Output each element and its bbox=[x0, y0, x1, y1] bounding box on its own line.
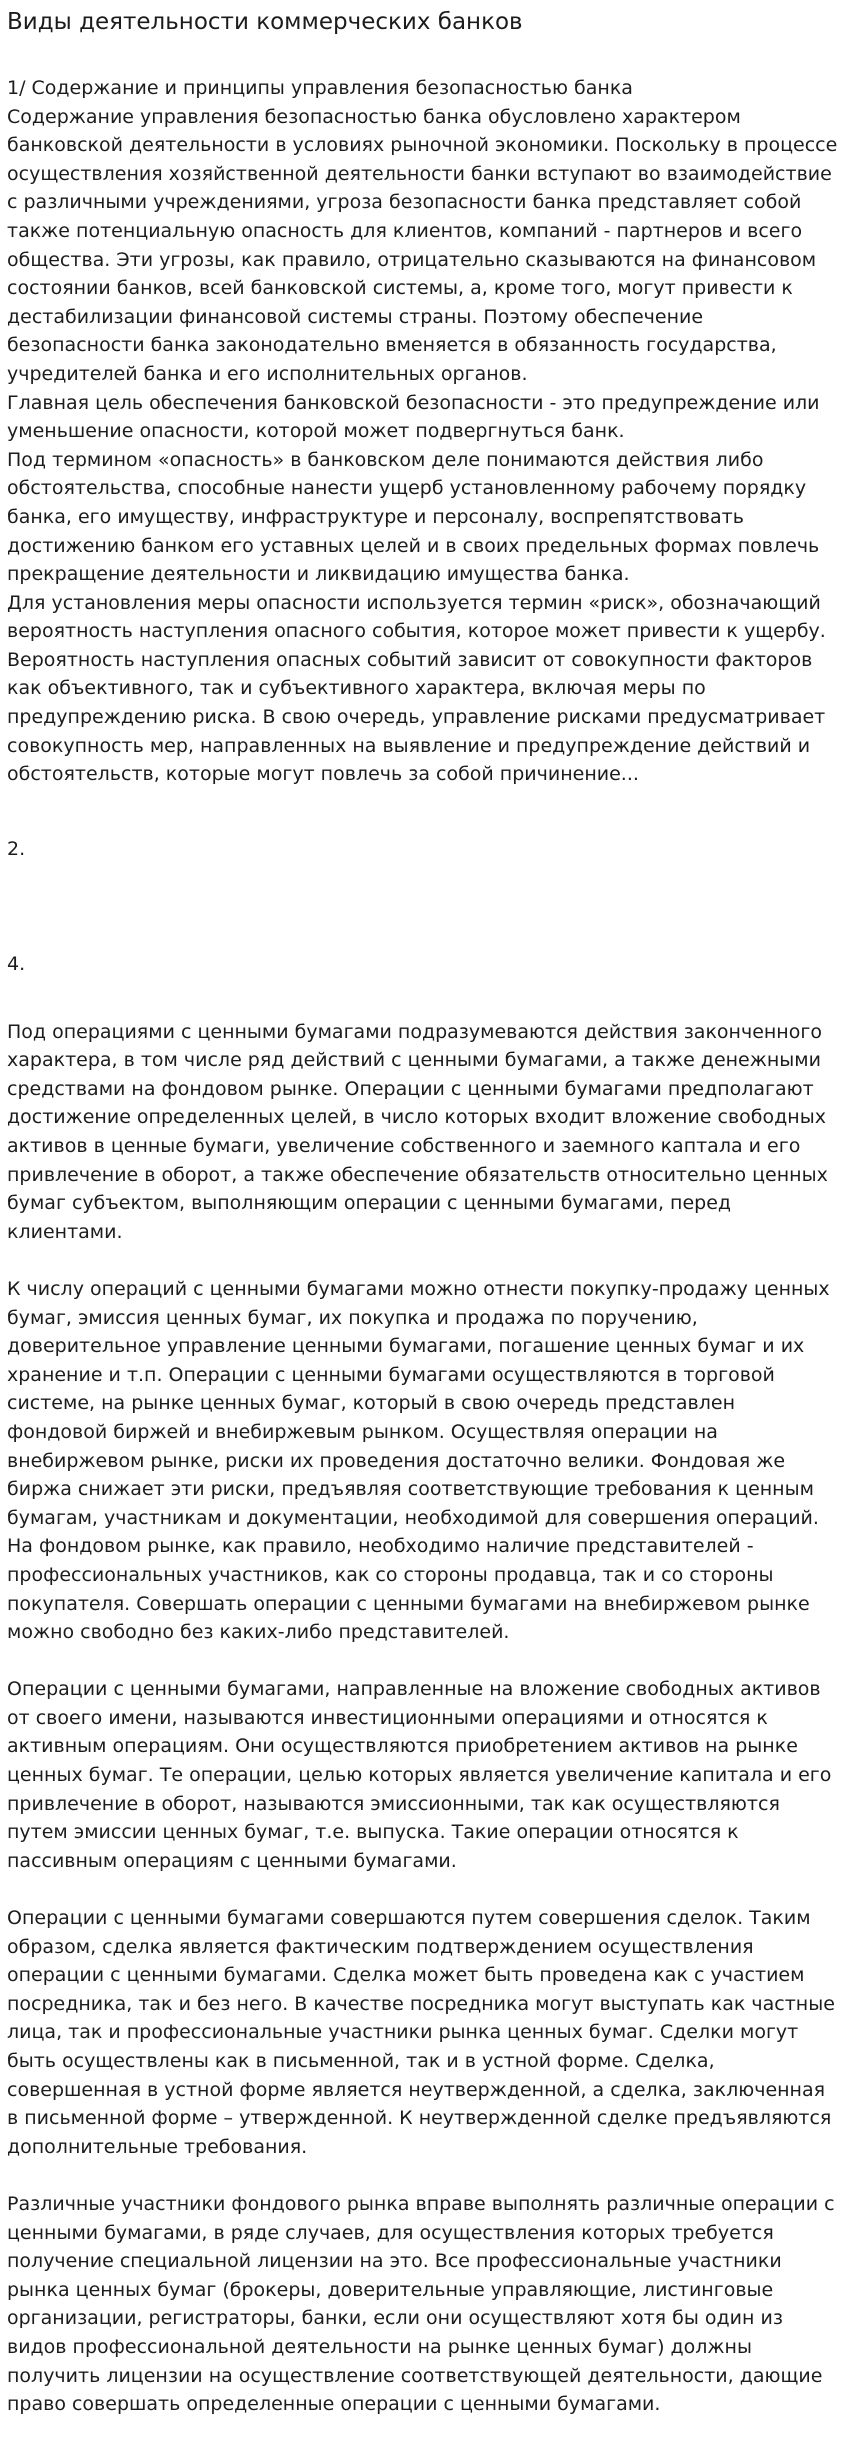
blank-line bbox=[7, 1246, 839, 1275]
section-4-paragraph: Операции с ценными бумагами, направленные на вложение свободных активов от своего имени, называются инвестиционными операциями и относятся к активным операциям. Они осуществляются приобретением активов на рынке ценных бумаг. Те операции, целью которых является увеличение капитала и его привлечение в оборот, называются эмиссионными, так как осуществляются путем эмиссии ценных бумаг, т.е. выпуска. Такие операции относятся к пассивным операциям с ценными бумагами. bbox=[7, 1678, 832, 1872]
page-title: Виды деятельности коммерческих банков bbox=[7, 9, 523, 35]
section-4-paragraph: Различные участники фондового рынка вправе выполнять различные операции с ценными бумагами, в ряде случаев, для осуществления которых требуется получение специальной лицензии на это. Все профессиональные участники рынка ценных бумаг (брокеры, доверительные управляющие, листинговые организации, регистраторы, банки, если они осуществляют хотя бы один из видов профессиональной деятельности на рынке ценных бумаг) должны получить лицензии на осуществление соответствующей деятельности, дающие право совершать определенные операции с ценными бумагами. bbox=[7, 2192, 835, 2416]
section-1-paragraph: Содержание управления безопасностью банка обусловлено характером банковской деятельности в условиях рыночной экономики. Поскольку в процессе осуществления хозяйственной деятельности банки вступают во взаимодействие с различными учреждениями, угроза безопасности банка представляет собой также потенциальную опасность для клиентов, компаний - партнеров и всего общества. Эти угрозы, как правило, отрицательно сказываются на финансовом состоянии банков, всей банковской системы, а, кроме того, могут привести к дестабилизации финансовой системы страны. Поэтому обеспечение безопасности банка законодательно вменяется в обязанность государства, учредителей банка и его исполнительных органов. bbox=[7, 105, 838, 385]
spacer bbox=[7, 789, 839, 835]
blank-line bbox=[7, 1647, 839, 1676]
section-4 bbox=[7, 989, 839, 2419]
section-1-heading: 1/ Содержание и принципы управления безопасностью банка bbox=[7, 77, 633, 99]
spacer bbox=[7, 863, 839, 950]
section-1-paragraph: Под термином «опасность» в банковском деле понимаются действия либо обстоятельства, способные нанести ущерб установленному рабочему порядку банка, его имуществу, инфраструктуре и персоналу, воспрепятствовать достижению банком его уставных целей и в своих предельных формах повлечь прекращение деятельности и ликвидацию имущества банка. bbox=[7, 448, 820, 586]
blank-line bbox=[7, 989, 839, 1018]
spacer bbox=[7, 979, 839, 989]
section-4-paragraph: Под операциями с ценными бумагами подразумеваются действия законченного характера, в том числе ряд действий с ценными бумагами, а также денежными средствами на фондовом рынке. Операции с ценными бумагами предполагают достижение определенных целей, в число которых входит вложение свободных активов в ценные бумаги, увеличение собственного и заемного каптала и его привлечение в оборот, а также обеспечение обязательств относительно ценных бумаг субъектом, выполняющим операции с ценными бумагами, перед клиентами. bbox=[7, 1020, 828, 1243]
section-4-paragraph: К числу операций с ценными бумагами можно отнести покупку-продажу ценных бумаг, эмиссия ценных бумаг, их покупка и продажа по поручению, доверительное управление ценными бумагами, погашение ценных бумаг и их хранение и т.п. Операции с ценными бумагами осуществляются в торговой системе, на рынке ценных бумаг, который в свою очередь представлен фондовой биржей и внебиржевым рынком. Осуществляя операции на внебиржевом рынке, риски их проведения достаточно велики. Фондовая же биржа снижает эти риски, предъявляя соответствующие требования к ценным бумагам, участникам и документации, необходимой для совершения операций. На фондовом рынке, как правило, необходимо наличие представителей - профессиональных участников, как со стороны продавца, так и со стороны покупателя. Совершать операции с ценными бумагами на внебиржевом рынке можно свободно без каких-либо представителей. bbox=[7, 1277, 830, 1644]
blank-line bbox=[7, 1875, 839, 1904]
blank-line bbox=[7, 2161, 839, 2190]
section-1-paragraph: Для установления меры опасности используется термин «риск», обозначающий вероятность наступления опасного события, которое может привести к ущербу. Вероятность наступления опасных событий зависит от совокупности факторов как объективного, так и субъективного характера, включая меры по предупреждению риска. В свою очередь, управление рисками предусматривает совокупность мер, направленных на выявление и предупреждение действий и обстоятельств, которые могут повлечь за собой причинение... bbox=[7, 591, 826, 786]
section-4-paragraph: Операции с ценными бумагами совершаются путем совершения сделок. Таким образом, сделка является фактическим подтверждением осуществления операции с ценными бумагами. Сделка может быть проведена как с участием посредника, так и без него. В качестве посредника могут выступать как частные лица, так и профессиональные участники рынка ценных бумаг. Сделки могут быть осуществлены как в письменной, так и в устной форме. Сделка, совершенная в устной форме является неутвержденной, а сделка, заключенная в письменной форме – утвержденной. К неутвержденной сделке предъявляются дополнительные требования. bbox=[7, 1907, 835, 2158]
section-4-marker: 4. bbox=[7, 953, 26, 976]
section-1-paragraph: Главная цель обеспечения банковской безопасности - это предупреждение или уменьшение опасности, которой может подвергнуться банк. bbox=[7, 391, 820, 443]
section-2-marker: 2. bbox=[7, 837, 26, 860]
section-1 bbox=[7, 74, 839, 789]
